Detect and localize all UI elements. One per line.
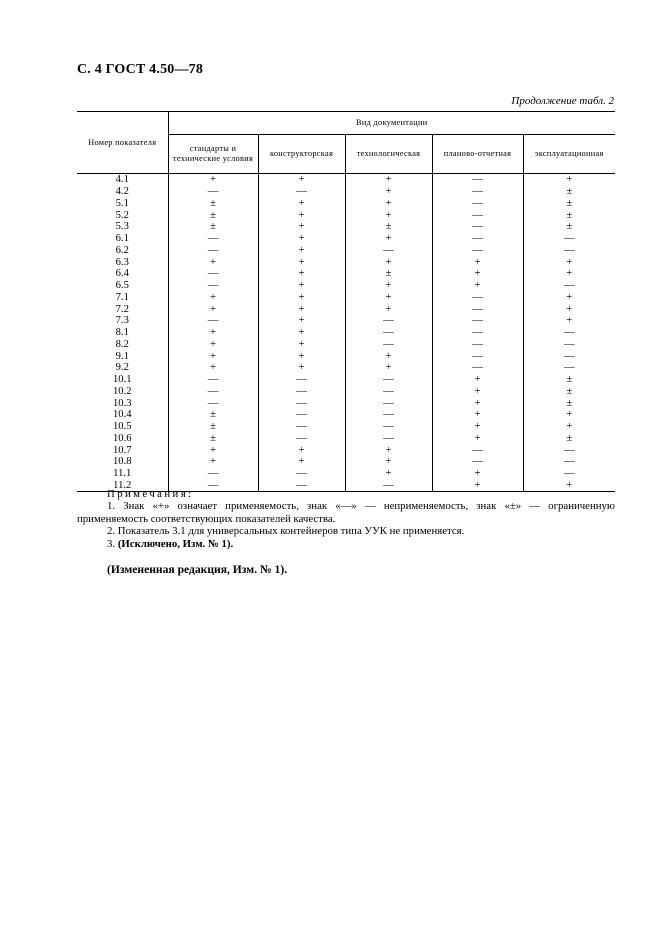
cell-design: — <box>258 186 345 198</box>
cell-number: 6.4 <box>77 268 168 280</box>
cell-number: 10.8 <box>77 456 168 468</box>
cell-planning: + <box>432 386 523 398</box>
page-title: С. 4 ГОСТ 4.50—78 <box>77 62 204 77</box>
note-1: 1. Знак «+» означает применяемость, знак «—» — неприменяемость, знак «±» — ограниченную применяемость соответствующих показателей качества. <box>77 500 615 525</box>
cell-design: — <box>258 374 345 386</box>
cell-design: + <box>258 327 345 339</box>
cell-standards: ± <box>168 209 258 221</box>
table-row <box>77 280 615 292</box>
cell-technological: — <box>345 433 432 445</box>
table-row <box>77 433 615 445</box>
cell-number: 11.1 <box>77 468 168 480</box>
cell-number: 5.3 <box>77 221 168 233</box>
cell-standards: — <box>168 280 258 292</box>
cell-standards: — <box>168 245 258 257</box>
cell-operational: ± <box>566 374 573 386</box>
cell-design: + <box>258 245 345 257</box>
cell-technological: — <box>345 480 432 492</box>
cell-planning: — <box>432 444 523 456</box>
cell-design: + <box>258 303 345 315</box>
cell-technological: — <box>345 409 432 421</box>
cell-design: + <box>258 198 345 210</box>
cell-standards: — <box>168 480 258 492</box>
note-3 <box>77 538 615 550</box>
cell-standards: — <box>168 397 258 409</box>
cell-technological: — <box>345 397 432 409</box>
cell-standards: + <box>168 350 258 362</box>
cell-operational: + <box>566 256 573 268</box>
cell-number: 8.2 <box>77 339 168 351</box>
cell-number: 8.1 <box>77 327 168 339</box>
table-row <box>77 468 615 480</box>
cell-standards: + <box>168 256 258 268</box>
cell-technological: + <box>345 186 432 198</box>
cell-standards: + <box>168 456 258 468</box>
cell-number: 5.2 <box>77 209 168 221</box>
cell-technological: ± <box>345 221 432 233</box>
cell-planning: — <box>432 198 523 210</box>
cell-operational: — <box>563 444 575 456</box>
cell-technological: + <box>345 280 432 292</box>
cell-number: 10.2 <box>77 386 168 398</box>
cell-number: 11.2 <box>77 480 168 492</box>
cell-technological: — <box>345 374 432 386</box>
edit-note: (Измененная редакция, Изм. № 1). <box>107 563 288 576</box>
cell-standards: — <box>168 315 258 327</box>
col-header-standards: стандарты и технические условия <box>168 135 258 174</box>
cell-operational: + <box>566 315 573 327</box>
table-row <box>77 327 615 339</box>
cell-number: 4.2 <box>77 186 168 198</box>
cell-standards: — <box>168 233 258 245</box>
cell-design: + <box>258 256 345 268</box>
note-2: 2. Показатель 3.1 для универсальных контейнеров типа УУК не применяется. <box>107 525 465 538</box>
cell-design: — <box>258 433 345 445</box>
cell-planning: + <box>432 421 523 433</box>
cell-design: — <box>258 397 345 409</box>
col-header-planning: планово-отчетная <box>432 135 523 174</box>
cell-planning: — <box>432 174 523 186</box>
table-row <box>77 421 615 433</box>
cell-number: 5.1 <box>77 198 168 210</box>
cell-design: — <box>258 386 345 398</box>
cell-standards: — <box>168 268 258 280</box>
cell-number: 10.6 <box>77 433 168 445</box>
cell-planning: + <box>432 256 523 268</box>
note-3-number: 3. <box>107 537 116 550</box>
cell-number: 10.3 <box>77 397 168 409</box>
cell-design: + <box>258 233 345 245</box>
cell-technological: ± <box>345 268 432 280</box>
col-header-operational: эксплуатационная <box>523 135 615 174</box>
cell-planning: — <box>432 362 523 374</box>
cell-planning: — <box>432 315 523 327</box>
col-header-design: конструкторская <box>258 135 345 174</box>
cell-design: + <box>258 350 345 362</box>
cell-planning: — <box>432 456 523 468</box>
cell-standards: — <box>168 374 258 386</box>
table-body <box>77 174 615 492</box>
table-row <box>77 209 615 221</box>
cell-planning: + <box>432 468 523 480</box>
notes-title: Примечания: <box>107 488 194 500</box>
notes <box>77 488 615 550</box>
cell-operational: — <box>563 456 575 468</box>
cell-operational: — <box>563 338 575 350</box>
cell-technological: + <box>345 256 432 268</box>
cell-design: + <box>258 292 345 304</box>
cell-standards: ± <box>168 433 258 445</box>
cell-operational: ± <box>566 209 573 221</box>
cell-design: + <box>258 280 345 292</box>
cell-operational: + <box>566 303 573 315</box>
cell-technological: + <box>345 174 432 186</box>
cell-number: 7.3 <box>77 315 168 327</box>
cell-number: 4.1 <box>77 174 168 186</box>
cell-standards: + <box>168 339 258 351</box>
cell-design: — <box>258 468 345 480</box>
cell-standards: + <box>168 303 258 315</box>
cell-operational: + <box>566 268 573 280</box>
cell-standards: — <box>168 386 258 398</box>
cell-technological: — <box>345 386 432 398</box>
cell-planning: — <box>432 327 523 339</box>
cell-planning: + <box>432 409 523 421</box>
table-row <box>77 315 615 327</box>
table-row <box>77 198 615 210</box>
cell-number: 10.7 <box>77 444 168 456</box>
table-row <box>77 374 615 386</box>
table-row <box>77 174 615 186</box>
cell-number: 6.2 <box>77 245 168 257</box>
cell-operational: — <box>563 280 575 292</box>
cell-technological: — <box>345 339 432 351</box>
table-row <box>77 186 615 198</box>
cell-design: + <box>258 268 345 280</box>
table-row <box>77 256 615 268</box>
cell-operational: + <box>566 409 573 421</box>
cell-operational: ± <box>566 432 573 444</box>
cell-operational: + <box>523 480 615 492</box>
cell-standards: + <box>168 362 258 374</box>
cell-planning: — <box>432 303 523 315</box>
cell-standards: — <box>168 186 258 198</box>
cell-planning: — <box>432 209 523 221</box>
cell-technological: + <box>345 444 432 456</box>
cell-technological: — <box>345 245 432 257</box>
cell-number: 6.1 <box>77 233 168 245</box>
note-3-text: (Исключено, Изм. № 1). <box>117 537 234 550</box>
cell-design: — <box>258 480 345 492</box>
cell-technological: + <box>345 303 432 315</box>
cell-technological: + <box>345 209 432 221</box>
cell-technological: + <box>345 292 432 304</box>
cell-operational: — <box>563 244 575 256</box>
cell-design: + <box>258 174 345 186</box>
cell-technological: + <box>345 468 432 480</box>
cell-operational: ± <box>566 385 573 397</box>
cell-operational: ± <box>566 397 573 409</box>
table-row <box>77 456 615 468</box>
cell-technological: + <box>345 198 432 210</box>
cell-number: 10.5 <box>77 421 168 433</box>
cell-standards: ± <box>168 421 258 433</box>
documentation-table <box>77 111 615 492</box>
col-header-technological: технологическая <box>345 135 432 174</box>
table-row <box>77 350 615 362</box>
cell-standards: + <box>168 292 258 304</box>
cell-planning: + <box>432 480 523 492</box>
cell-number: 7.1 <box>77 292 168 304</box>
cell-operational: ± <box>566 186 573 198</box>
table-row <box>77 268 615 280</box>
cell-planning: — <box>432 339 523 351</box>
cell-standards: + <box>168 174 258 186</box>
cell-operational: + <box>566 421 573 433</box>
cell-number: 6.5 <box>77 280 168 292</box>
cell-operational: + <box>566 174 573 186</box>
cell-operational: — <box>563 233 575 245</box>
cell-planning: — <box>432 221 523 233</box>
cell-operational: ± <box>566 197 573 209</box>
cell-number: 9.2 <box>77 362 168 374</box>
table-continuation-label: Продолжение табл. 2 <box>511 95 614 107</box>
cell-standards: ± <box>168 409 258 421</box>
cell-design: + <box>258 444 345 456</box>
cell-standards: — <box>168 468 258 480</box>
table-row <box>77 444 615 456</box>
cell-design: + <box>258 362 345 374</box>
cell-planning: — <box>432 292 523 304</box>
cell-number: 7.2 <box>77 303 168 315</box>
cell-technological: — <box>345 315 432 327</box>
cell-design: + <box>258 339 345 351</box>
cell-operational: ± <box>566 221 573 233</box>
cell-number: 10.4 <box>77 409 168 421</box>
cell-number: 9.1 <box>77 350 168 362</box>
table-row <box>77 292 615 304</box>
cell-operational: — <box>563 468 575 480</box>
cell-operational: — <box>563 350 575 362</box>
table-row <box>77 221 615 233</box>
cell-standards: + <box>168 444 258 456</box>
cell-planning: — <box>432 186 523 198</box>
cell-operational: — <box>563 362 575 374</box>
cell-number: 10.1 <box>77 374 168 386</box>
cell-technological: + <box>345 362 432 374</box>
table-row <box>77 245 615 257</box>
cell-design: + <box>258 221 345 233</box>
cell-planning: + <box>432 397 523 409</box>
cell-design: + <box>258 209 345 221</box>
table-row <box>77 339 615 351</box>
cell-standards: ± <box>168 198 258 210</box>
table-row <box>77 397 615 409</box>
col-header-number: Номер показателя <box>77 112 168 174</box>
cell-design: + <box>258 315 345 327</box>
cell-planning: + <box>432 374 523 386</box>
cell-planning: + <box>432 433 523 445</box>
table-row <box>77 233 615 245</box>
cell-design: — <box>258 421 345 433</box>
cell-planning: + <box>432 280 523 292</box>
cell-number: 6.3 <box>77 256 168 268</box>
cell-standards: + <box>168 327 258 339</box>
cell-design: + <box>258 456 345 468</box>
table-row <box>77 362 615 374</box>
cell-operational: — <box>563 327 575 339</box>
cell-technological: — <box>345 421 432 433</box>
col-group-header: Вид документации <box>168 112 615 135</box>
cell-technological: + <box>345 233 432 245</box>
cell-planning: — <box>432 350 523 362</box>
table-row <box>77 409 615 421</box>
cell-technological: — <box>345 327 432 339</box>
cell-technological: + <box>345 456 432 468</box>
cell-planning: — <box>432 245 523 257</box>
cell-planning: — <box>432 233 523 245</box>
cell-design: — <box>258 409 345 421</box>
table-row <box>77 386 615 398</box>
cell-planning: + <box>432 268 523 280</box>
cell-standards: ± <box>168 221 258 233</box>
table-row <box>77 303 615 315</box>
cell-technological: + <box>345 350 432 362</box>
cell-operational: + <box>566 291 573 303</box>
